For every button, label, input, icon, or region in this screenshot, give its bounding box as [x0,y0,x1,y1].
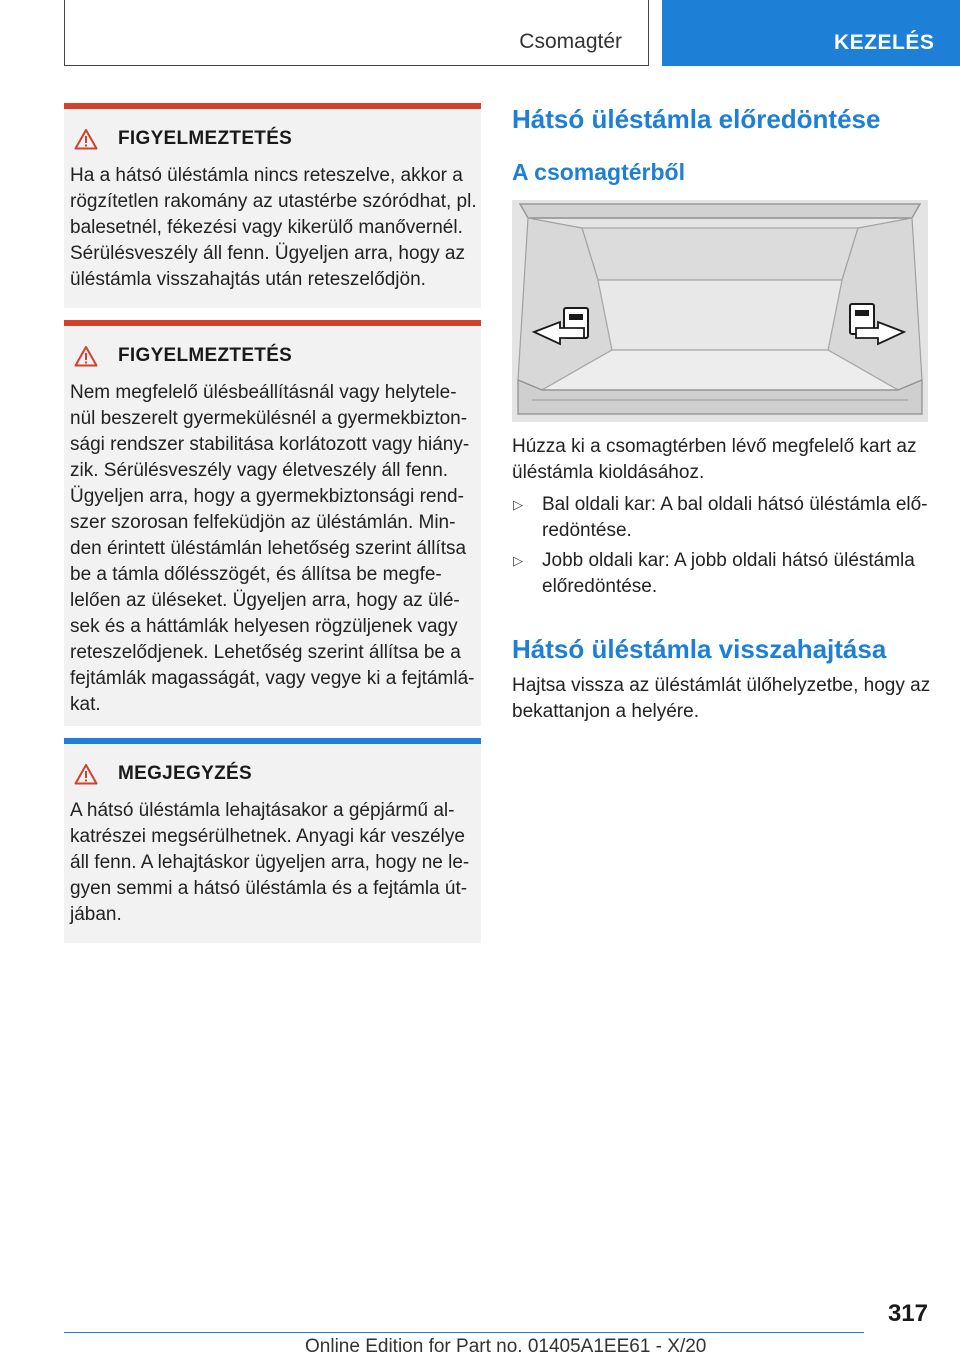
text-line: Jobb oldali kar: A jobb oldali hátsó üléstámla [542,550,915,571]
text-line: Húzza ki a csomagtérben lévő megfelelő kart az [512,436,917,457]
section-heading-fold-back: Hátsó üléstámla visszahajtása [512,634,887,664]
text-line: előredöntése. [542,576,658,597]
header-section-title: Csomagtér [519,30,622,53]
text-line: szer szorosan felfeküdjön az üléstámlán. Min- [70,512,456,533]
trunk-illustration [512,200,928,422]
text-line: bekattanjon a helyére. [512,701,699,722]
text-line: Bal oldali kar: A bal oldali hátsó üléstámla elő- [542,494,928,515]
warning-heading [74,127,292,151]
text-line: kat. [70,694,101,715]
page-number: 317 [887,1300,928,1327]
text-line: áll fenn. A lehajtáskor ügyeljen arra, hogy ne le- [70,852,470,873]
header-chapter-tab [662,0,960,66]
list-item-text [542,548,915,600]
text-line: Ügyeljen arra, hogy a gyermekbiztonsági rend- [70,486,464,507]
list-item-text [542,492,928,544]
text-line: Hajtsa vissza az üléstámlát ülőhelyzetbe, hogy az [512,675,931,696]
outro-paragraph [512,673,932,725]
text-line: Sérülésveszély áll fenn. Ügyeljen arra, hogy az [70,243,465,264]
text-line: den érintett üléstámlán lehetőség szerint állítsa [70,538,467,559]
warning-text [70,163,480,293]
text-line: balesetnél, fékezési vagy kikerülő manővernél. [70,217,463,238]
text-line: lelően az üléseket. Ügyeljen arra, hogy az ülé- [70,590,460,611]
text-line: fejtámlák magasságát, vagy vegye ki a fejtámlá- [70,668,475,689]
text-line: rögzítetlen rakomány az utastérbe szóródhat, pl. [70,191,477,212]
text-line: üléstámla kioldásához. [512,462,705,483]
warning-bar [64,103,481,109]
text-line: Ha a hátsó üléstámla nincs reteszelve, akkor a [70,165,463,186]
footer-edition: Online Edition for Part no. 01405A1EE61 - X/20 [305,1336,707,1357]
section-heading-fold-forward: Hátsó üléstámla előredöntése [512,104,881,134]
note-heading [74,762,252,786]
warning-bar [64,320,481,326]
text-line: A hátsó üléstámla lehajtásakor a gépjármű al- [70,800,455,821]
warning-triangle-icon [74,763,98,785]
intro-paragraph [512,434,932,486]
text-line: üléstámla visszahajtás után reteszelődjön. [70,269,426,290]
text-line: Nem megfelelő ülésbeállításnál vagy helytele- [70,382,457,403]
text-line: gyen semmi a hátsó üléstámla és a fejtámla út- [70,878,468,899]
note-title: MEGJEGYZÉS [118,763,252,784]
warning-triangle-icon [74,345,98,367]
header-chapter-title: KEZELÉS [834,31,935,54]
warning-heading [74,344,292,368]
trunk-drawing [512,200,928,422]
text-line: zik. Sérülésveszély vagy életveszély áll fenn. [70,460,449,481]
text-line: jában. [70,904,122,925]
note-bar [64,738,481,744]
text-line: be a támla dőlésszögét, és állítsa be megfe- [70,564,442,585]
note-box [64,738,481,943]
warning-title: FIGYELMEZTETÉS [118,345,293,366]
text-line: redöntése. [542,520,632,541]
text-line: reteszelődjenek. Lehetőség szerint állítsa be a [70,642,461,663]
note-text [70,798,480,928]
footer-divider [64,1332,864,1333]
text-line: sági rendszer stabilitása korlátozott vagy hiány- [70,434,470,455]
warning-triangle-icon [74,128,98,150]
subheading-from-trunk: A csomagtérből [512,159,685,185]
text-line: nül beszerelt gyermekülésnél a gyermekbizton- [70,408,468,429]
text-line: katrészei megsérülhetnek. Anyagi kár veszélye [70,826,465,847]
warning-box-2 [64,320,481,726]
bullet-triangle-icon: ▷ [513,553,523,568]
warning-box-1 [64,103,481,308]
header-section-box [64,0,649,66]
warning-text [70,380,480,718]
bullet-triangle-icon: ▷ [513,497,523,512]
text-line: sek és a háttámlák helyesen rögzüljenek vagy [70,616,458,637]
warning-title: FIGYELMEZTETÉS [118,128,293,149]
